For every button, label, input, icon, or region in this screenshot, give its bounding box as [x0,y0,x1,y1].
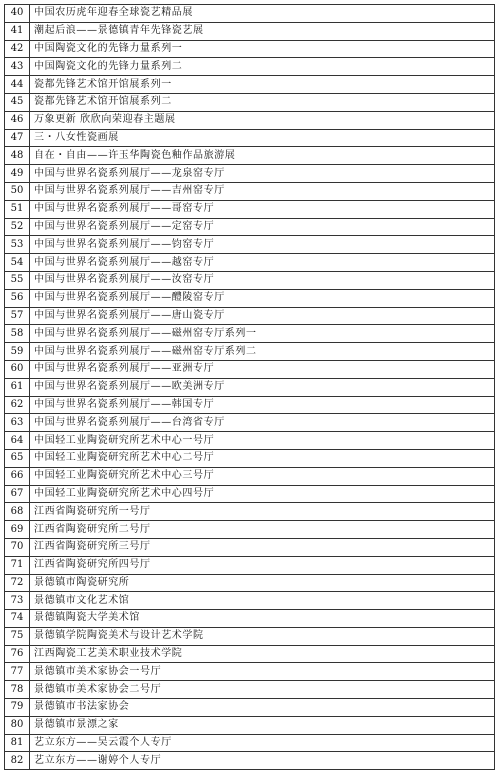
exhibition-name: 中国与世界名瓷系列展厅——磁州窑专厅系列一 [30,325,495,343]
row-number: 72 [5,574,30,592]
row-number: 43 [5,58,30,76]
exhibition-name: 中国陶瓷文化的先锋力量系列二 [30,58,495,76]
exhibition-name: 自在・自由——许玉华陶瓷色釉作品旅游展 [30,147,495,165]
row-number: 67 [5,485,30,503]
row-number: 58 [5,325,30,343]
row-number: 80 [5,716,30,734]
exhibition-name: 江西省陶瓷研究所三号厅 [30,538,495,556]
exhibition-name: 中国农历虎年迎春全球瓷艺精品展 [30,5,495,23]
exhibition-name: 万象更新 欣欣向荣迎春主题展 [30,111,495,129]
row-number: 61 [5,378,30,396]
row-number: 60 [5,360,30,378]
row-number: 54 [5,254,30,272]
row-number: 42 [5,40,30,58]
row-number: 65 [5,449,30,467]
table-row [5,129,495,147]
row-number: 59 [5,343,30,361]
exhibition-name: 景德镇市美术家协会二号厅 [30,681,495,699]
exhibition-name: 潮起后浪——景德镇青年先锋瓷艺展 [30,22,495,40]
table-row [5,200,495,218]
table-row [5,378,495,396]
table-row [5,236,495,254]
row-number: 53 [5,236,30,254]
exhibition-name: 中国与世界名瓷系列展厅——磁州窑专厅系列二 [30,343,495,361]
row-number: 40 [5,5,30,23]
table-row [5,111,495,129]
row-number: 66 [5,467,30,485]
exhibition-name: 中国与世界名瓷系列展厅——唐山瓷专厅 [30,307,495,325]
exhibition-name: 中国轻工业陶瓷研究所艺术中心四号厅 [30,485,495,503]
exhibition-name: 江西陶瓷工艺美术职业技术学院 [30,645,495,663]
row-number: 79 [5,699,30,717]
table-row [5,5,495,23]
exhibition-name: 中国与世界名瓷系列展厅——台湾省专厅 [30,414,495,432]
table-row [5,449,495,467]
row-number: 47 [5,129,30,147]
table-row [5,271,495,289]
table-row [5,521,495,539]
table-row [5,414,495,432]
row-number: 71 [5,556,30,574]
table-row [5,592,495,610]
row-number: 63 [5,414,30,432]
table-row [5,93,495,111]
table-row [5,627,495,645]
table-row [5,289,495,307]
exhibition-name: 艺立东方——吴云霞个人专厅 [30,734,495,752]
table-row [5,40,495,58]
table-row [5,396,495,414]
table-row [5,699,495,717]
exhibition-name: 江西省陶瓷研究所一号厅 [30,503,495,521]
exhibition-name: 瓷都先锋艺术馆开馆展系列二 [30,93,495,111]
exhibition-name: 中国与世界名瓷系列展厅——汝窑专厅 [30,271,495,289]
row-number: 48 [5,147,30,165]
table-row [5,485,495,503]
table-row [5,76,495,94]
row-number: 70 [5,538,30,556]
row-number: 77 [5,663,30,681]
row-number: 55 [5,271,30,289]
table-row [5,360,495,378]
exhibition-name: 景德镇市陶瓷研究所 [30,574,495,592]
table-row [5,681,495,699]
table-row [5,147,495,165]
exhibition-name: 中国与世界名瓷系列展厅——钧窑专厅 [30,236,495,254]
table-row [5,22,495,40]
exhibition-name: 中国与世界名瓷系列展厅——欧美洲专厅 [30,378,495,396]
row-number: 69 [5,521,30,539]
exhibition-name: 三・八女性瓷画展 [30,129,495,147]
exhibition-name: 瓷都先锋艺术馆开馆展系列一 [30,76,495,94]
row-number: 81 [5,734,30,752]
row-number: 44 [5,76,30,94]
table-row [5,307,495,325]
exhibition-name: 中国轻工业陶瓷研究所艺术中心一号厅 [30,432,495,450]
row-number: 73 [5,592,30,610]
table-row [5,574,495,592]
exhibition-name: 中国与世界名瓷系列展厅——龙泉窑专厅 [30,165,495,183]
row-number: 46 [5,111,30,129]
row-number: 52 [5,218,30,236]
row-number: 76 [5,645,30,663]
exhibition-list-body [5,5,495,770]
exhibition-name: 中国与世界名瓷系列展厅——定窑专厅 [30,218,495,236]
row-number: 50 [5,182,30,200]
table-row [5,58,495,76]
row-number: 75 [5,627,30,645]
table-row [5,254,495,272]
row-number: 74 [5,610,30,628]
row-number: 68 [5,503,30,521]
table-row [5,503,495,521]
table-row [5,610,495,628]
exhibition-name: 江西省陶瓷研究所四号厅 [30,556,495,574]
exhibition-name: 中国与世界名瓷系列展厅——亚洲专厅 [30,360,495,378]
table-row [5,218,495,236]
table-row [5,325,495,343]
table-row [5,467,495,485]
exhibition-name: 景德镇市美术家协会一号厅 [30,663,495,681]
row-number: 64 [5,432,30,450]
row-number: 41 [5,22,30,40]
exhibition-name: 景德镇市文化艺术馆 [30,592,495,610]
exhibition-name: 景德镇市书法家协会 [30,699,495,717]
table-row [5,645,495,663]
table-row [5,663,495,681]
row-number: 57 [5,307,30,325]
table-row [5,165,495,183]
exhibition-name: 中国与世界名瓷系列展厅——越窑专厅 [30,254,495,272]
exhibition-name: 中国陶瓷文化的先锋力量系列一 [30,40,495,58]
exhibition-name: 中国与世界名瓷系列展厅——韩国专厅 [30,396,495,414]
table-row [5,716,495,734]
table-row [5,343,495,361]
row-number: 82 [5,752,30,770]
table-row [5,182,495,200]
exhibition-name: 江西省陶瓷研究所二号厅 [30,521,495,539]
table-row [5,538,495,556]
exhibition-list-table [4,4,495,770]
row-number: 78 [5,681,30,699]
exhibition-name: 中国与世界名瓷系列展厅——醴陵窑专厅 [30,289,495,307]
exhibition-name: 中国轻工业陶瓷研究所艺术中心二号厅 [30,449,495,467]
exhibition-name: 艺立东方——谢婷个人专厅 [30,752,495,770]
exhibition-name: 景德镇学院陶瓷美术与设计艺术学院 [30,627,495,645]
exhibition-name: 中国与世界名瓷系列展厅——吉州窑专厅 [30,182,495,200]
table-row [5,432,495,450]
row-number: 49 [5,165,30,183]
exhibition-name: 中国轻工业陶瓷研究所艺术中心三号厅 [30,467,495,485]
exhibition-name: 景德镇市景漂之家 [30,716,495,734]
row-number: 62 [5,396,30,414]
exhibition-name: 中国与世界名瓷系列展厅——哥窑专厅 [30,200,495,218]
exhibition-name: 景德镇陶瓷大学美术馆 [30,610,495,628]
row-number: 51 [5,200,30,218]
row-number: 56 [5,289,30,307]
table-row [5,734,495,752]
row-number: 45 [5,93,30,111]
table-row [5,556,495,574]
